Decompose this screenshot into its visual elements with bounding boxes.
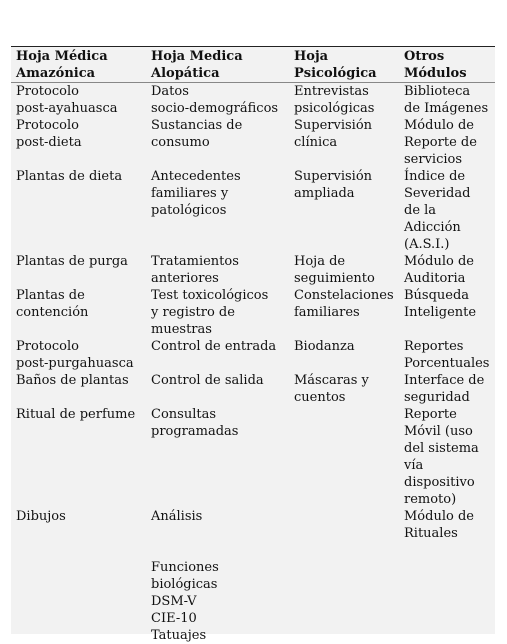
table-cell: Interface de seguridad: [404, 373, 485, 405]
table-row: [11, 542, 495, 644]
table-cell: Módulo de Reporte de servicios: [404, 118, 477, 167]
table-cell: Tratamientos anteriores: [151, 254, 239, 286]
table-cell: Consultas programadas: [151, 407, 239, 439]
table-cell: Biodanza: [294, 339, 355, 354]
table-row: [11, 508, 495, 542]
table-cell: [399, 542, 495, 644]
header-otros-modulos: Otros Módulos: [399, 47, 495, 83]
table-cell: Protocolo post-purgahuasca: [16, 339, 134, 371]
table-cell: Control de entrada: [151, 339, 277, 354]
header-amazonica: Hoja Médica Amazónica: [11, 47, 146, 83]
table-cell: Máscaras y cuentos: [294, 373, 369, 405]
modules-table-container: [11, 46, 495, 643]
table-cell: [289, 542, 399, 644]
table-row: [11, 406, 495, 508]
table-cell: Protocolo post-dieta: [16, 118, 82, 150]
table-cell: Módulo de Auditoria: [404, 254, 474, 286]
table-cell: Entrevistas psicológicas: [294, 84, 375, 116]
table-cell: Protocolo post-ayahuasca: [16, 84, 118, 116]
table-row: [11, 372, 495, 406]
table-cell: Hoja de seguimiento: [294, 254, 375, 286]
table-cell: Ritual de perfume: [16, 407, 136, 422]
header-alopatica: Hoja Medica Alopática: [146, 47, 289, 83]
table-cell: Búsqueda Inteligente: [404, 288, 477, 320]
table-cell: Test toxicológicos y registro de muestras: [151, 288, 269, 337]
table-cell: Funciones biológicas DSM-V CIE-10 Tatuajes: [151, 560, 219, 643]
table-cell: Dibujos: [16, 509, 66, 524]
table-row: [11, 168, 495, 253]
table-row: [11, 117, 495, 168]
table-cell: [289, 508, 399, 542]
table-cell: Datos socio-demográficos: [151, 84, 279, 116]
table-cell: Supervisión clínica: [294, 118, 373, 150]
table-cell: Biblioteca de Imágenes: [404, 84, 489, 116]
header-row: [11, 47, 495, 83]
table-cell: [11, 542, 146, 644]
table-row: [11, 287, 495, 338]
table-cell: Índice de Severidad de la Adicción (A.S.I.): [404, 169, 471, 252]
table-cell: Reporte Móvil (uso del sistema vía dispositivo remoto): [404, 407, 479, 507]
table-cell: Plantas de purga: [16, 254, 128, 269]
table-cell: Reportes Porcentuales: [404, 339, 490, 371]
table-row: [11, 338, 495, 372]
table-cell: Baños de plantas: [16, 373, 129, 388]
table-row: [11, 253, 495, 287]
table-cell: Análisis: [151, 509, 203, 524]
header-psicologica: Hoja Psicológica: [289, 47, 399, 83]
table-cell: Sustancias de consumo: [151, 118, 243, 150]
table-cell: Plantas de contención: [16, 288, 89, 320]
table-cell: Constelaciones familiares: [294, 288, 394, 320]
table-cell: Antecedentes familiares y patológicos: [151, 169, 241, 218]
modules-table: [11, 47, 495, 644]
table-cell: [289, 406, 399, 508]
table-cell: Plantas de dieta: [16, 169, 123, 184]
table-cell: Supervisión ampliada: [294, 169, 373, 201]
table-cell: Control de salida: [151, 373, 264, 388]
table-cell: Módulo de Rituales: [404, 509, 474, 541]
table-row: [11, 83, 495, 118]
